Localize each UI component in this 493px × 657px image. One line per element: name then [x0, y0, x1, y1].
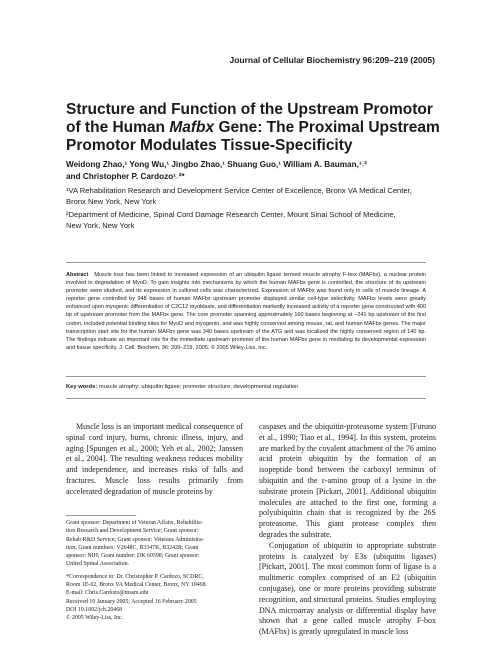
title-part-2: Gene: The Proximal Upstream Promotor Modulates Tissue-Specificity: [66, 119, 440, 154]
footnote-rule: [66, 515, 136, 516]
footnote-received: Received 10 January 2005; Accepted 16 February 2005: [66, 598, 197, 605]
abstract-top-rule: [66, 262, 426, 263]
footnote-email: E-mail: Chris.Cardozo@mssm.edu: [66, 590, 149, 597]
title-part-1: Structure and Function of the Upstream Promotor of the Human: [66, 101, 433, 136]
keywords: [66, 383, 426, 391]
footnote-correspondence-line-1: *Correspondence to: Dr. Christopher P. Cardozo, SCDRC,: [66, 573, 204, 580]
affiliation-1-line-2: Bronx New York, New York: [66, 197, 157, 206]
keywords-top-rule: [66, 376, 426, 377]
footnote-grant-line-6: United Spinal Association.: [66, 561, 129, 568]
article-title: [66, 101, 446, 155]
affiliation-2: [66, 209, 446, 231]
title-gene: Mafbx: [169, 119, 215, 136]
affiliation-2-line-1: ²Department of Medicine, Spinal Cord Damage Research Center, Mount Sinai School of Medicine,: [66, 210, 396, 219]
body-right-column: [259, 422, 436, 638]
keywords-text: muscle atrophy; ubiquitin ligase; promoter structure; developmental regulation: [98, 384, 299, 390]
affiliation-1: [66, 185, 446, 207]
affiliation-1-line-1: ¹VA Rehabilitation Research and Development Service Center of Excellence, Bronx VA Medical Center,: [66, 186, 412, 195]
right-paragraph-1: caspases and the ubiquitin-proteasome system [Furuno et al., 1990; Tiao et al., 1994]. In this system, proteins are marked by the covalent attachment of the 76 amino acid protein ubiquitin by the formation of an isopeptide bond between the carboxyl terminus of ubiquitin and the ε-amino group of a lysine in the substrate protein [Pickart, 2001]. Additional ubiquitin molecules are attached to the first one, forming a polyubiquitin chain that is recognized by the 26S proteasome. This giant protease complex then degrades the substrate.: [259, 422, 436, 539]
abstract: [66, 271, 426, 352]
abstract-label: Abstract: [66, 272, 89, 278]
journal-header: Journal of Cellular Biochemistry 96:209–219 (2005): [229, 55, 435, 65]
footnote-copyright: © 2005 Wiley-Liss, Inc.: [66, 615, 123, 622]
right-paragraph-2: Conjugation of ubiquitin to appropriate substrate proteins is catalyzed by E3s (ubiquitin ligases) [Pickart, 2001]. The most common form of ligase is a multimeric complex comprised of an E2 (ubiquitin conjugase), one or more proteins providing substrate recognition, and structural proteins. Studies employing DNA microarray analysis or differential display have shown that a gene called muscle atrophy F-box (MAFbx) is greatly upregulated in muscle loss: [259, 540, 436, 637]
affiliation-2-line-2: New York, New York: [66, 221, 135, 230]
footnote-grant-line-5: sponsor: NIH; Grant number: DK 60598; Grant sponsor:: [66, 553, 200, 560]
author-list: [66, 159, 446, 183]
keywords-label: Key words:: [66, 384, 98, 390]
footnote-grant-line-1: Grant sponsor: Department of Veteran Affairs, Rehabilita-: [66, 520, 203, 526]
body-left-column: [66, 422, 243, 498]
left-paragraph-1: Muscle loss is an important medical consequence of spinal cord injury, burns, chronic illness, injury, and aging [Spungen et al., 2000; Yeh et al., 2002; Janssen et al., 2004]. The resulting weakness reduces mobility and independence, and increases risks of falls and fractures. Muscle loss results primarily from accelerated degradation of muscle proteins by: [66, 422, 243, 496]
author-line-1: Weidong Zhao,¹ Yong Wu,¹ Jingbo Zhao,¹ Shuang Guo,¹ William A. Bauman,¹˒²: [66, 160, 368, 169]
footnote-grant-line-4: tion; Grant numbers: V2648C, B3347K, B3242R; Grant: [66, 544, 199, 551]
keywords-bottom-rule: [66, 398, 426, 399]
footnote-correspondence-line-2: Room 1E-02, Bronx VA Medical Center, Bronx, NY 10468.: [66, 582, 208, 589]
abstract-copyright: © 2005 Wiley-Liss, Inc.: [210, 344, 268, 351]
footnotes: [66, 515, 243, 623]
author-line-2: and Christopher P. Cardozo¹˒²*: [66, 172, 185, 181]
footnote-grant-line-2: tion Research and Development Service; Grant sponsor:: [66, 528, 199, 535]
footnote-grant-line-3: Rehab R&D Service; Grant sponsor: Veterans Administra-: [66, 536, 204, 543]
abstract-text: Muscle loss has been linked to increased expression of an ubiquitin ligase termed muscle atrophy F-box (MAFbx), a nuclear protein involved in degradation of MyoD. To gain insights into mechanisms by which the human MAFbx gene is controlled, the structure of its upstream promoter were studied, and its expression in cultured cells was characterized. Expression of MAFbx was found only in cells of muscle lineage. A reporter gene controlled by 948 bases of human MAFbx upstream promoter displayed similar cell-type selectivity. MAFbx levels were greatly enhanced upon myogenic differentiation of C2C12 myoblasts, and differentiation markedly increased activity of a reporter gene constructed with 400 bp of upstream promoter from the MAFbx gene. The core promoter spanning approximately 160 bases beginning at −241 bp upstream of the first codon, included potential binding sites for MyoD and myogenin, and was highly conserved among mouse, rat, and human MAFbx genes. The major transcription start site for the human MAFbx gene was 340 bases upstream of the ATG and was localized the highly conserved region of 140 bp. The findings indicate an important role for the immediate upstream promoter of the human MAFbx gene in mediating its developmental expression and tissue specificity. J. Cell. Biochem. 96: 209–219, 2005.: [66, 272, 426, 351]
footnote-doi: DOI 10.1002/jcb.20468: [66, 606, 123, 613]
